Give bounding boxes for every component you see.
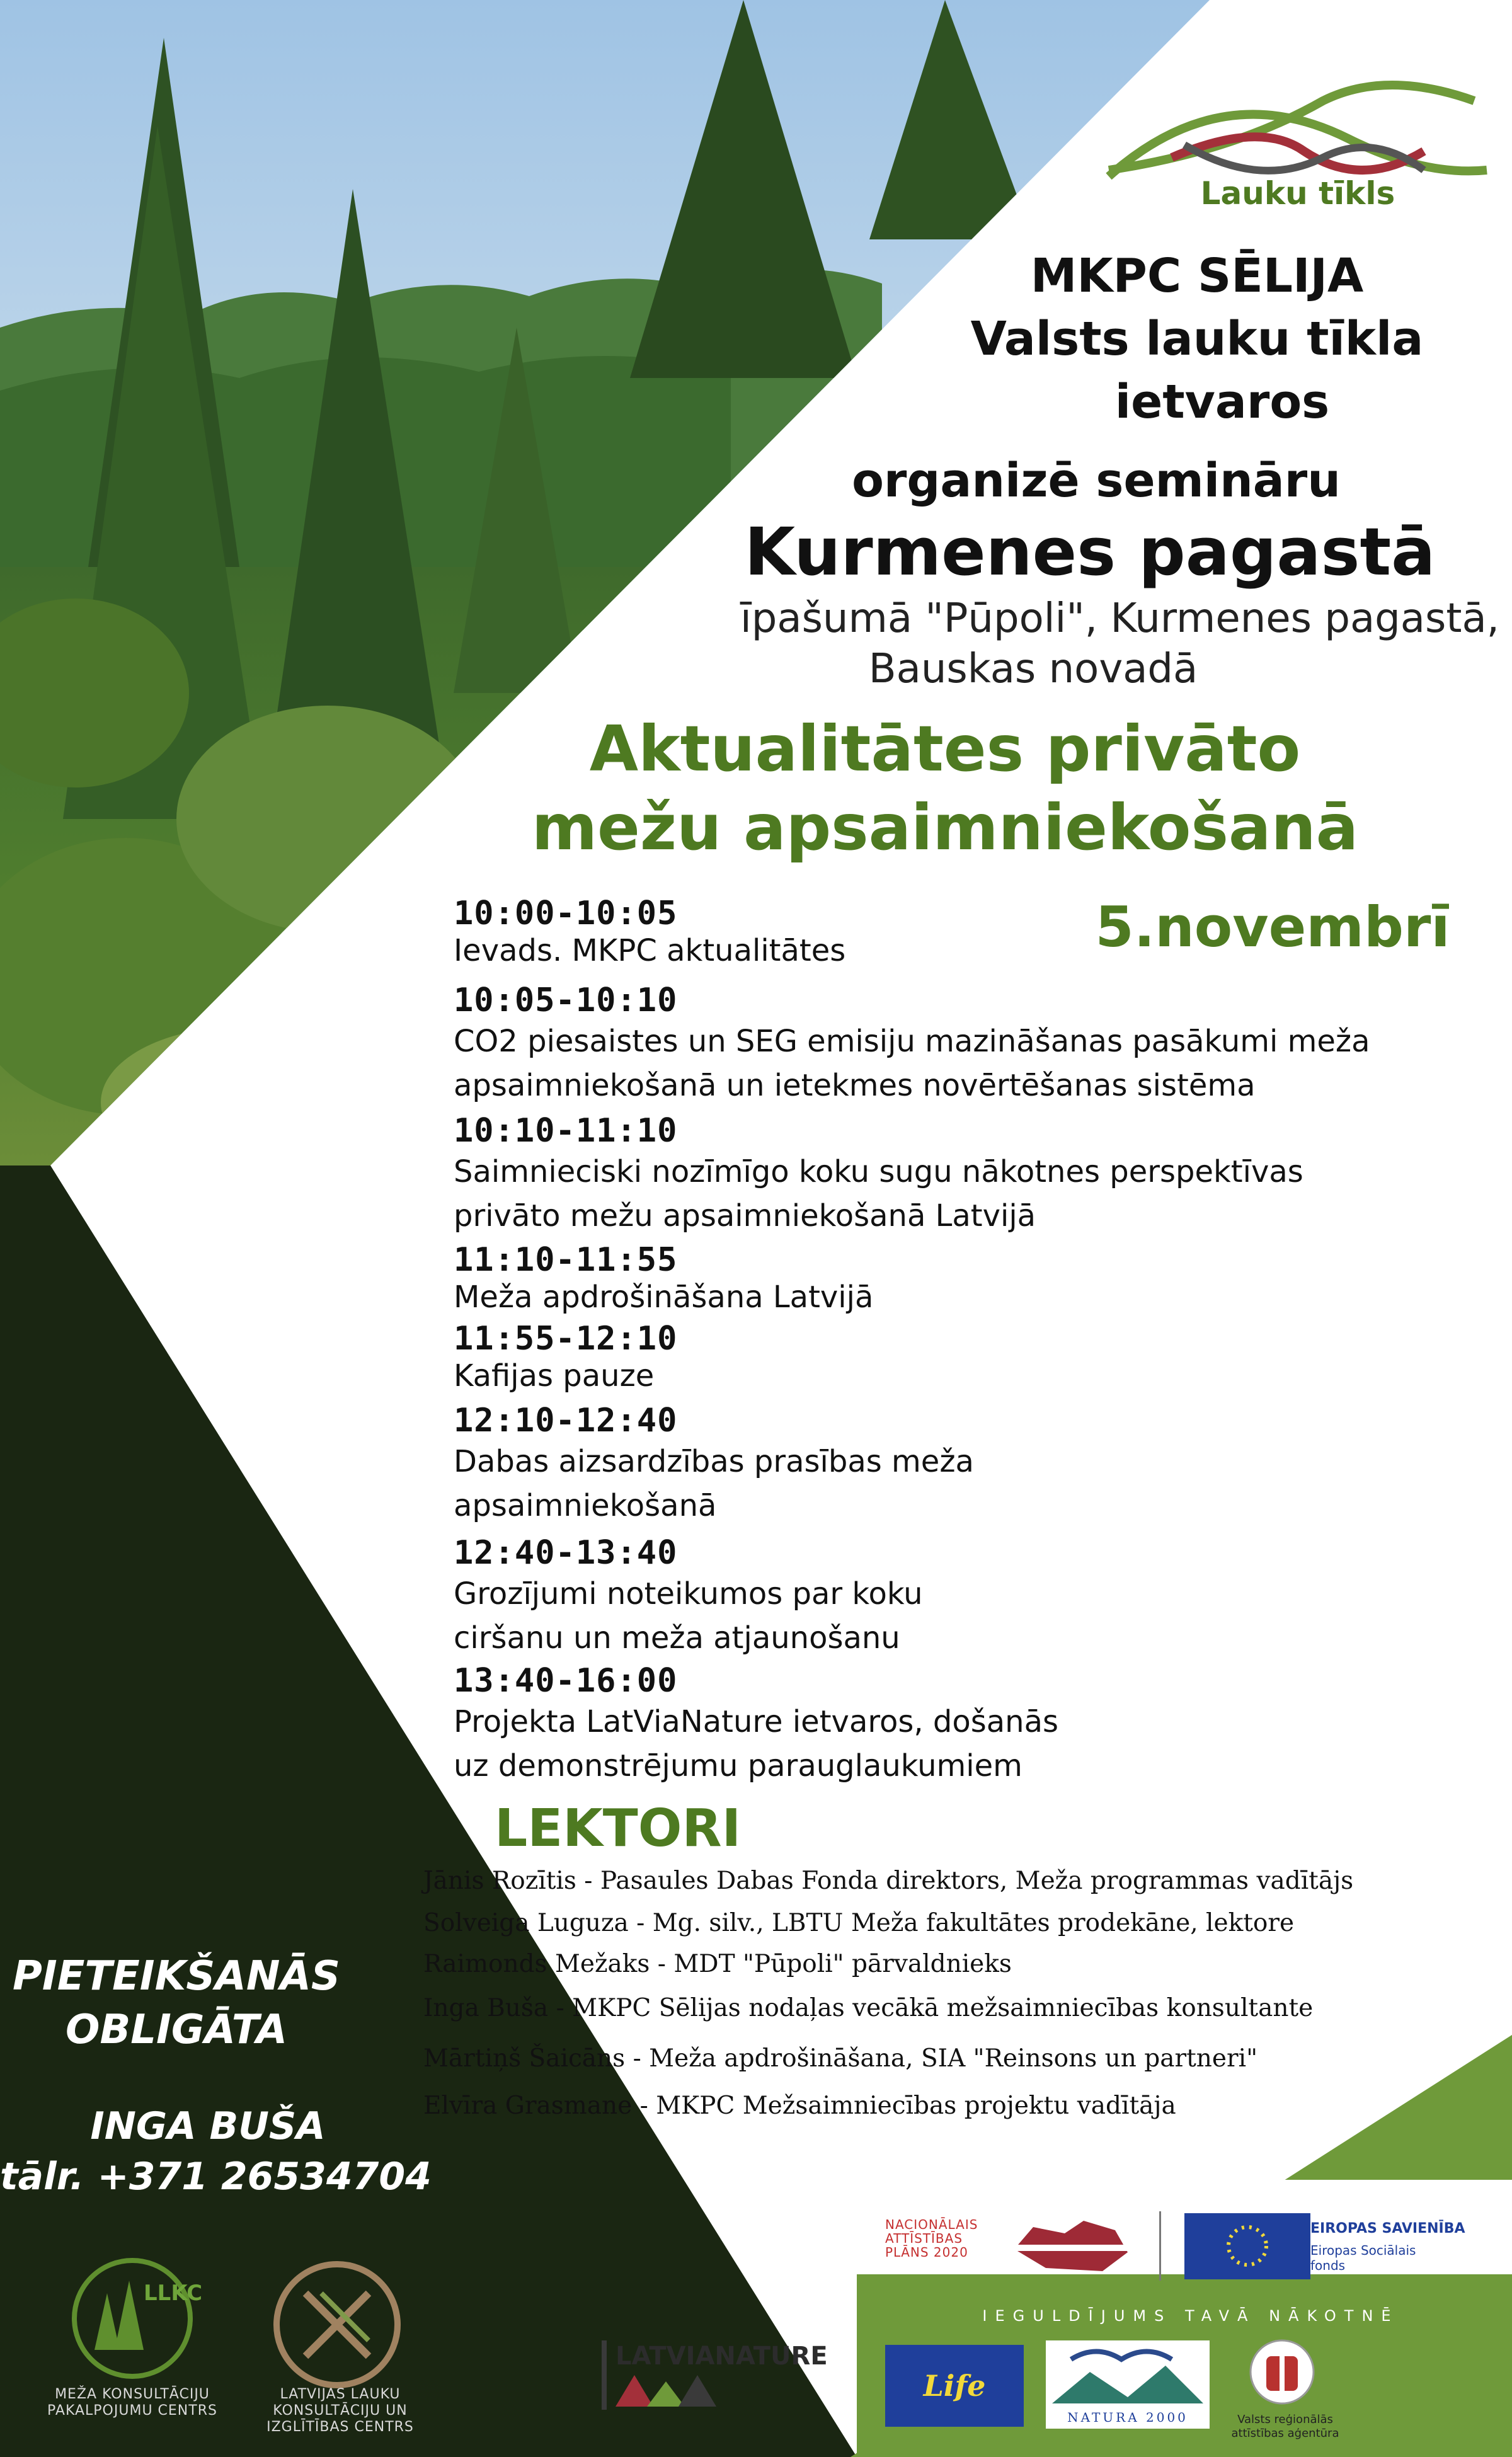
latvianature-mark-icon — [616, 2375, 742, 2407]
agenda-item — [454, 982, 1370, 1108]
life-logo-text: Life — [923, 2369, 986, 2403]
llkc-logo — [268, 2255, 406, 2394]
funding-divider — [1159, 2211, 1161, 2281]
latvianature-logo — [602, 2340, 866, 2410]
agenda-time: 12:40-13:40 — [454, 1534, 678, 1572]
lector-item: Solveiga Luguza - Mg. silv., LBTU Meža fakultātes prodekāne, lektore — [423, 1909, 1295, 1937]
contact-name: INGA BUŠA — [90, 2104, 326, 2148]
seminar-title-line-1: Aktualitātes privāto — [589, 712, 1301, 786]
eu-subtitle-line: Eiropas Sociālais — [1310, 2243, 1416, 2258]
natura-birds-icon — [1052, 2340, 1203, 2403]
organizer-line-3: ietvaros — [1114, 375, 1330, 429]
agenda-item — [454, 1402, 974, 1528]
agenda-item — [454, 1241, 873, 1319]
agenda-time: 11:10-11:55 — [454, 1241, 678, 1279]
latvianature-logo-text: LATVIANATURE — [616, 2342, 828, 2371]
agenda-desc: Projekta LatViaNature ietvaros, došanās — [454, 1704, 1059, 1739]
vraa-caption — [1216, 2413, 1354, 2441]
mkpc-logo — [69, 2255, 195, 2381]
agenda-item — [454, 1320, 677, 1398]
life-logo — [885, 2345, 1024, 2427]
agenda-time: 10:05-10:10 — [454, 982, 678, 1019]
vraa-caption-line: attīstības aģentūra — [1231, 2427, 1339, 2440]
agenda-desc: Saimnieciski nozīmīgo koku sugu nākotnes perspektīvas — [454, 1154, 1303, 1189]
agenda-desc: Kafijas pauze — [454, 1358, 655, 1394]
mkpc-caption-line: PAKALPOJUMU CENTRS — [47, 2403, 217, 2419]
contact-phone: tālr. +371 26534704 — [0, 2155, 432, 2199]
lauku-tikls-logo-text: Lauku tīkls — [1200, 175, 1395, 212]
registration-required-line-1: PIETEIKŠANĀS — [12, 1953, 341, 2000]
funding-slogan: IEGULDĪJUMS TAVĀ NĀKOTNĒ — [982, 2307, 1399, 2325]
mkpc-caption — [38, 2386, 227, 2419]
organizer-line-2: Valsts lauku tīkla — [970, 312, 1424, 366]
agenda-time: 10:00-10:05 — [454, 895, 678, 932]
agenda-item — [454, 1112, 1303, 1238]
agenda-desc: Grozījumi noteikumos par koku — [454, 1576, 923, 1612]
nap-line: NACIONĀLAIS — [885, 2217, 978, 2232]
seminar-location: Kurmenes pagastā — [744, 513, 1436, 590]
agenda-time: 13:40-16:00 — [454, 1662, 678, 1700]
nap-line: PLĀNS 2020 — [885, 2245, 968, 2260]
eu-flag-icon — [1184, 2213, 1310, 2279]
lectors-heading: LEKTORI — [495, 1799, 742, 1858]
agenda-desc: apsaimniekošanā — [454, 1488, 717, 1523]
seminar-date: 5.novembrī — [1095, 895, 1450, 959]
eu-subtitle — [1310, 2243, 1416, 2273]
mkpc-caption-line: MEŽA KONSULTĀCIJU — [55, 2386, 210, 2402]
latvianature-logo-bar — [602, 2340, 607, 2410]
nap-caption — [885, 2218, 999, 2259]
agenda-item — [454, 1534, 923, 1660]
agenda-time: 12:10-12:40 — [454, 1402, 678, 1440]
vraa-caption-line: Valsts reģionālās — [1237, 2413, 1333, 2426]
llkc-caption-line: IZGLĪTĪBAS CENTRS — [266, 2419, 414, 2435]
agenda-desc: privāto mežu apsaimniekošanā Latvijā — [454, 1198, 1036, 1234]
lector-item: Inga Buša - MKPC Sēlijas nodaļas vecākā mežsaimniecības konsultante — [423, 1994, 1314, 2022]
address-line-1: īpašumā "Pūpoli", Kurmenes pagastā, — [740, 595, 1499, 642]
agenda-desc: Ievads. MKPC aktualitātes — [454, 933, 846, 968]
llkc-caption-line: KONSULTĀCIJU UN — [273, 2403, 408, 2419]
agenda-item — [454, 895, 845, 973]
lector-item: Raimonds Mežaks - MDT "Pūpoli" pārvaldnieks — [423, 1950, 1012, 1978]
agenda-time: 11:55-12:10 — [454, 1320, 678, 1358]
address-line-2: Bauskas novadā — [868, 646, 1198, 692]
lector-item: Jānis Rozītis - Pasaules Dabas Fonda direktors, Meža programmas vadītājs — [423, 1867, 1354, 1895]
mkpc-logo-letters: LLKC — [144, 2281, 203, 2306]
agenda-item — [454, 1662, 1058, 1788]
natura2000-logo — [1046, 2340, 1210, 2429]
agenda-desc: CO2 piesaistes un SEG emisiju mazināšanas pasākumi meža — [454, 1024, 1370, 1059]
seminar-title-line-2: mežu apsaimniekošanā — [531, 791, 1359, 864]
eu-title: EIROPAS SAVIENĪBA — [1310, 2221, 1465, 2236]
organizer-name: MKPC SĒLIJA — [1030, 249, 1364, 303]
nap-line: ATTĪSTĪBAS — [885, 2231, 963, 2246]
lector-item: Mārtiņš Šaicāns - Meža apdrošināšana, SIA "Reinsons un partneri" — [423, 2044, 1258, 2073]
agenda-desc: uz demonstrējumu parauglaukumiem — [454, 1748, 1022, 1784]
seminar-intro: organizē semināru — [852, 454, 1341, 508]
agenda-desc: Dabas aizsardzības prasības meža — [454, 1444, 974, 1479]
llkc-caption — [252, 2386, 428, 2436]
agenda-desc: apsaimniekošanā un ietekmes novērtēšanas sistēma — [454, 1068, 1256, 1103]
natura2000-text: NATURA 2000 — [1067, 2410, 1188, 2425]
agenda-desc: Meža apdrošināšana Latvijā — [454, 1280, 874, 1315]
registration-required-line-2: OBLIGĀTA — [66, 2007, 287, 2053]
eu-subtitle-line: fonds — [1310, 2258, 1346, 2273]
vraa-coat-of-arms-icon — [1244, 2334, 1320, 2410]
agenda-desc: ciršanu un meža atjaunošanu — [454, 1620, 900, 1656]
latvia-map-logo — [1008, 2214, 1134, 2277]
agenda-time: 10:10-11:10 — [454, 1112, 678, 1150]
llkc-caption-line: LATVIJAS LAUKU — [280, 2386, 401, 2402]
lector-item: Elvīra Grasmane - MKPC Mežsaimniecības projektu vadītāja — [423, 2092, 1176, 2120]
